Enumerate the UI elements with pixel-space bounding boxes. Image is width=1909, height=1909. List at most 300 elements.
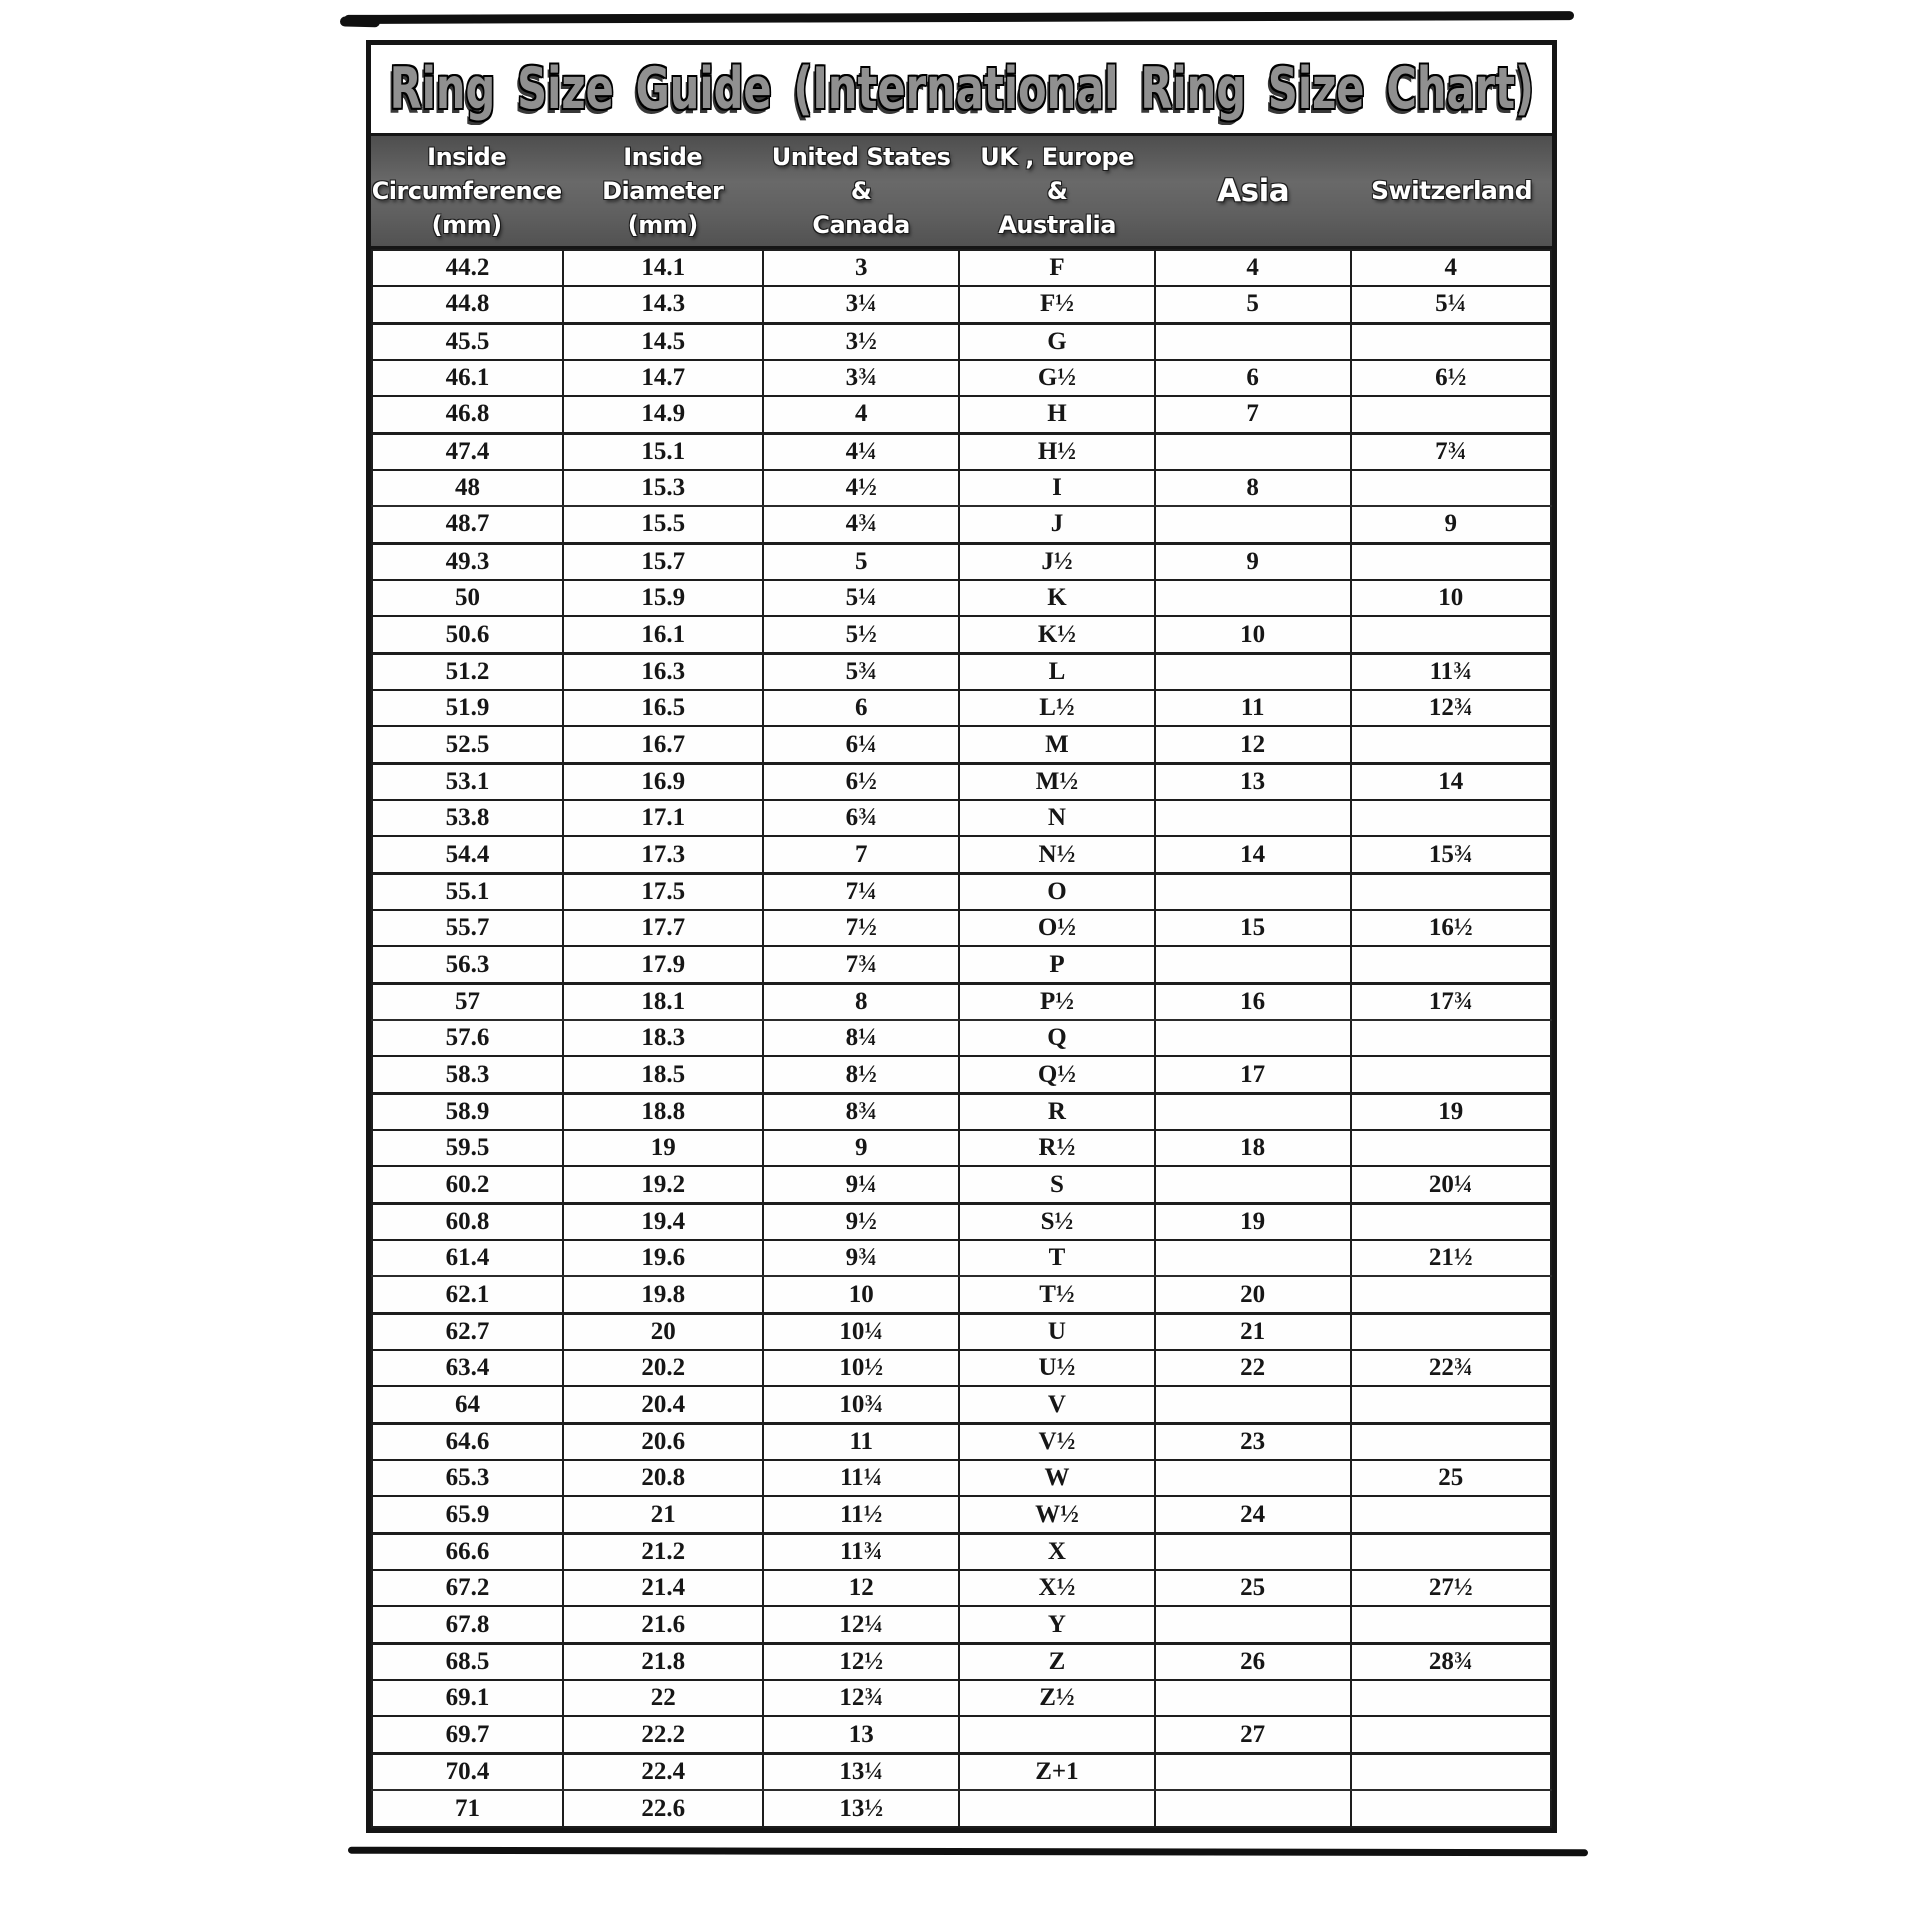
table-cell: F [959, 250, 1155, 286]
table-row [372, 1643, 1551, 1680]
table-row [372, 1386, 1551, 1423]
header-switzerland [1351, 136, 1552, 246]
table-cell: T½ [959, 1276, 1155, 1313]
table-cell: 19.4 [563, 1203, 763, 1240]
table-cell: 71 [372, 1790, 563, 1827]
table-cell [1155, 1606, 1351, 1643]
table-cell: 48.7 [372, 506, 563, 543]
table-cell: 16.9 [563, 763, 763, 800]
table-cell: U½ [959, 1350, 1155, 1386]
table-cell: 10½ [763, 1350, 959, 1386]
table-cell: J½ [959, 543, 1155, 580]
table-cell: 65.9 [372, 1496, 563, 1533]
table-cell [1351, 1130, 1551, 1166]
table-cell: J [959, 506, 1155, 543]
table-cell: 8½ [763, 1056, 959, 1093]
table-cell: 17.7 [563, 910, 763, 946]
table-cell: 14.9 [563, 396, 763, 433]
table-row [372, 470, 1551, 506]
table-cell: 20 [563, 1313, 763, 1350]
table-cell: 10 [1351, 580, 1551, 616]
ring-size-chart-sheet [366, 40, 1557, 1833]
table-cell: M [959, 726, 1155, 763]
table-cell: 7 [763, 836, 959, 873]
table-cell: 59.5 [372, 1130, 563, 1166]
size-conversion-table [371, 249, 1552, 1828]
table-cell [1351, 1056, 1551, 1093]
table-row [372, 323, 1551, 360]
table-cell: 57 [372, 983, 563, 1020]
header-line: (mm) [431, 211, 502, 239]
table-cell: X½ [959, 1570, 1155, 1606]
table-row [372, 910, 1551, 946]
table-cell: 4½ [763, 470, 959, 506]
table-cell: 20.8 [563, 1460, 763, 1496]
table-cell: 55.7 [372, 910, 563, 946]
table-row [372, 1313, 1551, 1350]
header-line: Inside [427, 143, 507, 171]
table-cell: 15.5 [563, 506, 763, 543]
table-cell: 6¼ [763, 726, 959, 763]
table-cell [1351, 616, 1551, 653]
table-cell [959, 1716, 1155, 1753]
table-row [372, 1606, 1551, 1643]
table-cell: 22.6 [563, 1790, 763, 1827]
table-cell: 12¼ [763, 1606, 959, 1643]
table-cell: 7¾ [763, 946, 959, 983]
table-row [372, 873, 1551, 910]
table-cell [1155, 1753, 1351, 1790]
table-cell: 27½ [1351, 1570, 1551, 1606]
table-cell: 17.5 [563, 873, 763, 910]
table-row [372, 1130, 1551, 1166]
table-cell: 8 [763, 983, 959, 1020]
table-cell: 18.3 [563, 1020, 763, 1056]
header-line: United States [771, 143, 951, 171]
table-cell: 65.3 [372, 1460, 563, 1496]
table-cell: 14.3 [563, 286, 763, 323]
table-cell: 22.2 [563, 1716, 763, 1753]
table-cell: 17.9 [563, 946, 763, 983]
table-cell: 11¼ [763, 1460, 959, 1496]
table-cell: 19.8 [563, 1276, 763, 1313]
table-cell: 18.8 [563, 1093, 763, 1130]
table-cell [1351, 1790, 1551, 1827]
table-row [372, 543, 1551, 580]
table-cell: 7¾ [1351, 433, 1551, 470]
table-cell: 4¾ [763, 506, 959, 543]
table-cell: I [959, 470, 1155, 506]
header-line: (mm) [627, 211, 698, 239]
table-cell [1351, 1716, 1551, 1753]
table-cell: 21 [563, 1496, 763, 1533]
table-cell [1351, 1276, 1551, 1313]
table-row [372, 1716, 1551, 1753]
table-cell: O [959, 873, 1155, 910]
table-cell: 8 [1155, 470, 1351, 506]
table-cell: 15.1 [563, 433, 763, 470]
table-cell: 53.1 [372, 763, 563, 800]
table-cell [1351, 726, 1551, 763]
table-cell: 9 [1155, 543, 1351, 580]
table-cell: 50 [372, 580, 563, 616]
table-cell: P½ [959, 983, 1155, 1020]
table-cell: 8¾ [763, 1093, 959, 1130]
table-cell: 62.7 [372, 1313, 563, 1350]
table-cell: 67.2 [372, 1570, 563, 1606]
bottom-rule [348, 1847, 1588, 1857]
table-cell [1155, 1460, 1351, 1496]
table-cell: 67.8 [372, 1606, 563, 1643]
table-cell: 68.5 [372, 1643, 563, 1680]
table-cell [1155, 1166, 1351, 1203]
table-cell: 11 [763, 1423, 959, 1460]
table-cell: O½ [959, 910, 1155, 946]
table-cell: 5¼ [763, 580, 959, 616]
table-row [372, 1093, 1551, 1130]
table-cell: 25 [1155, 1570, 1351, 1606]
table-cell: 9¾ [763, 1240, 959, 1276]
table-cell: 16.1 [563, 616, 763, 653]
table-cell: R [959, 1093, 1155, 1130]
table-cell: 66.6 [372, 1533, 563, 1570]
table-cell [1155, 1093, 1351, 1130]
table-cell: 18.1 [563, 983, 763, 1020]
table-cell: 10¾ [763, 1386, 959, 1423]
table-cell: 14.7 [563, 360, 763, 396]
table-row [372, 1350, 1551, 1386]
table-cell: T [959, 1240, 1155, 1276]
table-cell: 22 [1155, 1350, 1351, 1386]
table-cell: G [959, 323, 1155, 360]
table-cell [1351, 396, 1551, 433]
table-cell: 64.6 [372, 1423, 563, 1460]
table-cell: 6½ [1351, 360, 1551, 396]
table-cell: 10¼ [763, 1313, 959, 1350]
table-cell: 6 [763, 690, 959, 726]
table-cell: 63.4 [372, 1350, 563, 1386]
table-cell: 16½ [1351, 910, 1551, 946]
header-line: Circumference [371, 177, 562, 205]
table-cell: 54.4 [372, 836, 563, 873]
table-row [372, 983, 1551, 1020]
header-inside-diameter [562, 136, 763, 246]
table-cell: 52.5 [372, 726, 563, 763]
table-cell: S [959, 1166, 1155, 1203]
table-cell: 7½ [763, 910, 959, 946]
table-cell: 60.8 [372, 1203, 563, 1240]
page-title: Ring Size Guide (International Ring Size Chart) [389, 56, 1534, 122]
table-cell: 12½ [763, 1643, 959, 1680]
table-row [372, 1020, 1551, 1056]
table-cell: 15.7 [563, 543, 763, 580]
table-cell: H½ [959, 433, 1155, 470]
table-cell: 7 [1155, 396, 1351, 433]
table-cell: 45.5 [372, 323, 563, 360]
table-cell: 3 [763, 250, 959, 286]
table-cell: 21.4 [563, 1570, 763, 1606]
table-cell: 48 [372, 470, 563, 506]
table-cell: 21.6 [563, 1606, 763, 1643]
header-line: Diameter [602, 177, 724, 205]
table-cell: 22¾ [1351, 1350, 1551, 1386]
table-cell: 5 [763, 543, 959, 580]
table-cell: G½ [959, 360, 1155, 396]
table-row [372, 1680, 1551, 1716]
table-cell: 60.2 [372, 1166, 563, 1203]
table-cell [1155, 1020, 1351, 1056]
table-cell: 11¾ [1351, 653, 1551, 690]
table-cell: 5¼ [1351, 286, 1551, 323]
table-cell: 20.6 [563, 1423, 763, 1460]
table-cell: 25 [1351, 1460, 1551, 1496]
table-cell [1351, 1606, 1551, 1643]
table-body [372, 250, 1551, 1827]
table-cell: 19 [1351, 1093, 1551, 1130]
table-cell: 61.4 [372, 1240, 563, 1276]
table-cell: 17.1 [563, 800, 763, 836]
table-cell [1155, 1790, 1351, 1827]
table-cell [1351, 1423, 1551, 1460]
table-header-row [371, 133, 1552, 249]
table-cell: 23 [1155, 1423, 1351, 1460]
table-cell: S½ [959, 1203, 1155, 1240]
table-cell: 47.4 [372, 433, 563, 470]
table-cell [1155, 1240, 1351, 1276]
table-row [372, 946, 1551, 983]
table-cell [1155, 800, 1351, 836]
table-row [372, 360, 1551, 396]
table-cell: 51.9 [372, 690, 563, 726]
table-cell: 12¾ [763, 1680, 959, 1716]
table-row [372, 1460, 1551, 1496]
table-cell: 57.6 [372, 1020, 563, 1056]
table-row [372, 1056, 1551, 1093]
table-cell: 9¼ [763, 1166, 959, 1203]
table-row [372, 1240, 1551, 1276]
table-cell [1351, 1313, 1551, 1350]
table-row [372, 433, 1551, 470]
table-cell: N [959, 800, 1155, 836]
table-cell: Q½ [959, 1056, 1155, 1093]
table-cell [1155, 506, 1351, 543]
table-cell: 11½ [763, 1496, 959, 1533]
table-cell: Y [959, 1606, 1155, 1643]
table-cell: 50.6 [372, 616, 563, 653]
table-cell: F½ [959, 286, 1155, 323]
table-cell [1351, 946, 1551, 983]
table-cell: 17 [1155, 1056, 1351, 1093]
table-cell [1155, 323, 1351, 360]
table-cell: X [959, 1533, 1155, 1570]
table-cell [959, 1790, 1155, 1827]
table-cell: 10 [763, 1276, 959, 1313]
table-cell: W [959, 1460, 1155, 1496]
header-line: Switzerland [1371, 176, 1533, 205]
table-cell: 22.4 [563, 1753, 763, 1790]
table-cell [1351, 1533, 1551, 1570]
table-cell: K½ [959, 616, 1155, 653]
table-cell: 4 [763, 396, 959, 433]
table-cell [1351, 1386, 1551, 1423]
table-cell: 26 [1155, 1643, 1351, 1680]
table-cell: 5 [1155, 286, 1351, 323]
table-cell: 16.7 [563, 726, 763, 763]
table-cell: N½ [959, 836, 1155, 873]
title-band [371, 45, 1552, 133]
table-cell: W½ [959, 1496, 1155, 1533]
table-row [372, 1496, 1551, 1533]
table-cell: 20.2 [563, 1350, 763, 1386]
table-cell: 13¼ [763, 1753, 959, 1790]
table-cell: 5¾ [763, 653, 959, 690]
table-cell [1351, 873, 1551, 910]
table-cell: 44.2 [372, 250, 563, 286]
table-cell: 49.3 [372, 543, 563, 580]
table-cell: 58.3 [372, 1056, 563, 1093]
table-cell: 15.3 [563, 470, 763, 506]
header-us-canada [763, 136, 959, 246]
table-cell: 13 [763, 1716, 959, 1753]
table-row [372, 1533, 1551, 1570]
table-cell: 16.5 [563, 690, 763, 726]
table-row [372, 1166, 1551, 1203]
table-cell: 9 [1351, 506, 1551, 543]
table-cell: 9 [763, 1130, 959, 1166]
table-cell [1351, 1680, 1551, 1716]
table-cell: 21½ [1351, 1240, 1551, 1276]
table-cell: 46.1 [372, 360, 563, 396]
table-cell: Z+1 [959, 1753, 1155, 1790]
table-cell: 58.9 [372, 1093, 563, 1130]
table-cell: 64 [372, 1386, 563, 1423]
top-rule [344, 11, 1574, 24]
table-cell: 18.5 [563, 1056, 763, 1093]
table-cell: 27 [1155, 1716, 1351, 1753]
table-cell: 16 [1155, 983, 1351, 1020]
table-row [372, 690, 1551, 726]
table-cell: 3¼ [763, 286, 959, 323]
table-cell: 4 [1155, 250, 1351, 286]
table-cell: 12 [1155, 726, 1351, 763]
table-cell [1351, 543, 1551, 580]
table-cell: V½ [959, 1423, 1155, 1460]
table-cell [1351, 1496, 1551, 1533]
table-cell: 3½ [763, 323, 959, 360]
table-cell: 17¾ [1351, 983, 1551, 1020]
table-cell: 6 [1155, 360, 1351, 396]
table-cell [1155, 580, 1351, 616]
table-cell: 14 [1351, 763, 1551, 800]
table-cell: 9½ [763, 1203, 959, 1240]
header-asia [1155, 136, 1351, 246]
table-row [372, 250, 1551, 286]
table-row [372, 580, 1551, 616]
table-cell: 19 [1155, 1203, 1351, 1240]
table-cell [1155, 1386, 1351, 1423]
table-cell: 62.1 [372, 1276, 563, 1313]
table-cell: 55.1 [372, 873, 563, 910]
header-uk-europe-australia [959, 136, 1155, 246]
table-cell: U [959, 1313, 1155, 1350]
table-cell [1351, 470, 1551, 506]
table-cell: 11 [1155, 690, 1351, 726]
table-cell: 15¾ [1351, 836, 1551, 873]
header-inside-circumference [371, 136, 562, 246]
table-cell: 10 [1155, 616, 1351, 653]
header-line: & [850, 177, 872, 205]
table-row [372, 1570, 1551, 1606]
table-cell [1351, 800, 1551, 836]
table-cell: 7¼ [763, 873, 959, 910]
table-cell: V [959, 1386, 1155, 1423]
table-cell: 51.2 [372, 653, 563, 690]
table-cell: P [959, 946, 1155, 983]
header-line: Australia [998, 211, 1116, 239]
table-cell: 3¾ [763, 360, 959, 396]
table-cell [1351, 323, 1551, 360]
table-row [372, 763, 1551, 800]
table-cell: 21.2 [563, 1533, 763, 1570]
table-cell: 20 [1155, 1276, 1351, 1313]
header-line: Canada [812, 211, 910, 239]
table-cell: 19 [563, 1130, 763, 1166]
table-row [372, 1790, 1551, 1827]
table-cell: 19.6 [563, 1240, 763, 1276]
table-cell [1351, 1020, 1551, 1056]
table-cell: L½ [959, 690, 1155, 726]
table-cell: 69.7 [372, 1716, 563, 1753]
table-cell [1155, 653, 1351, 690]
table-cell: 14.1 [563, 250, 763, 286]
table-cell: Q [959, 1020, 1155, 1056]
table-cell: 53.8 [372, 800, 563, 836]
table-cell: R½ [959, 1130, 1155, 1166]
table-row [372, 836, 1551, 873]
table-row [372, 1753, 1551, 1790]
table-cell: 20.4 [563, 1386, 763, 1423]
table-cell: 17.3 [563, 836, 763, 873]
table-cell: Z½ [959, 1680, 1155, 1716]
table-cell: 15.9 [563, 580, 763, 616]
table-row [372, 1423, 1551, 1460]
table-cell: L [959, 653, 1155, 690]
table-cell [1155, 433, 1351, 470]
table-cell [1155, 1680, 1351, 1716]
header-line: Inside [623, 143, 703, 171]
table-cell [1155, 1533, 1351, 1570]
table-cell: 14.5 [563, 323, 763, 360]
table-cell: 69.1 [372, 1680, 563, 1716]
table-cell [1155, 946, 1351, 983]
table-cell: 6¾ [763, 800, 959, 836]
table-row [372, 1203, 1551, 1240]
header-line: Asia [1217, 173, 1290, 209]
table-cell: 12 [763, 1570, 959, 1606]
table-cell: 70.4 [372, 1753, 563, 1790]
table-cell: 19.2 [563, 1166, 763, 1203]
table-cell: 21 [1155, 1313, 1351, 1350]
table-cell [1351, 1203, 1551, 1240]
header-line: & [1046, 177, 1068, 205]
table-cell: 15 [1155, 910, 1351, 946]
table-row [372, 726, 1551, 763]
table-cell: 12¾ [1351, 690, 1551, 726]
table-cell: 5½ [763, 616, 959, 653]
table-cell: 4¼ [763, 433, 959, 470]
table-cell: 56.3 [372, 946, 563, 983]
table-cell [1155, 873, 1351, 910]
